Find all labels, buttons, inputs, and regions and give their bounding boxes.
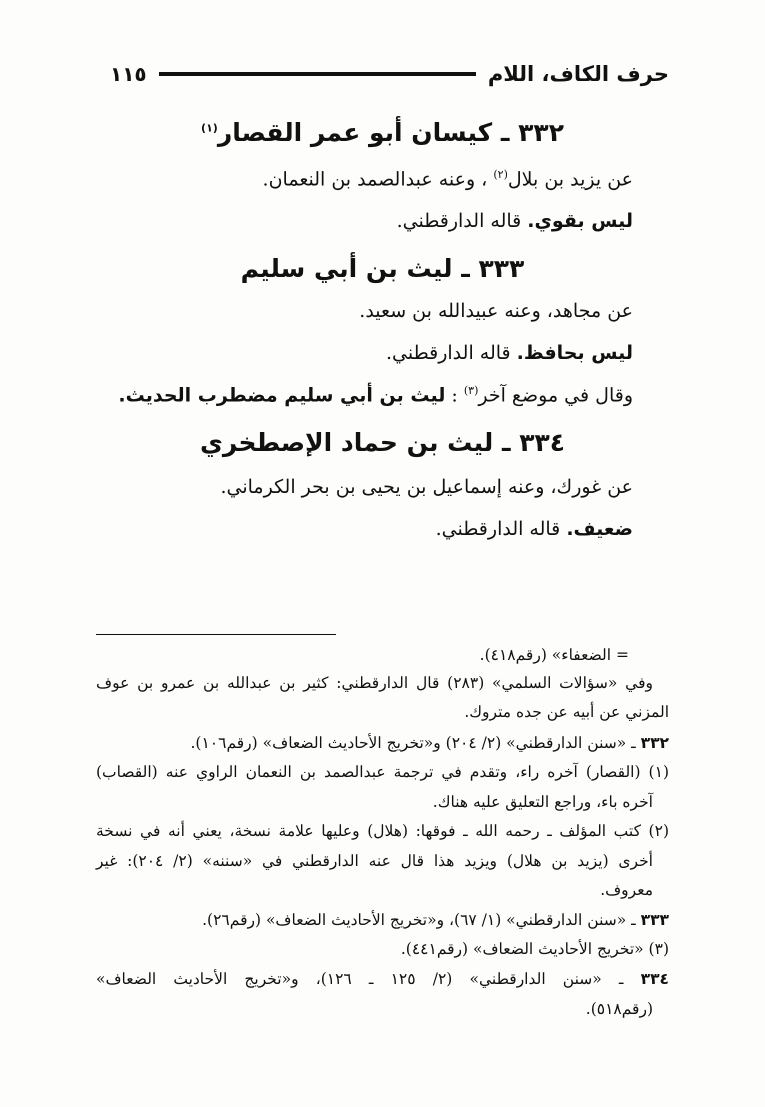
footnote-line: معروف. xyxy=(600,881,653,899)
footnote-line: آخره باء، وراجع التعليق عليه هناك. xyxy=(432,793,653,811)
footnote-ref: (٣) xyxy=(463,384,479,397)
footnote-line: المزني عن أبيه عن جده متروك. xyxy=(464,703,669,721)
entry-title-333: ٣٣٣ ـ ليث بن أبي سليم xyxy=(240,254,525,283)
entry-line: عن غورك، وعنه إسماعيل بن يحيى بن بحر الكرماني. xyxy=(220,476,633,498)
footnote-line: = الضعفاء» (رقم٤١٨). xyxy=(479,646,629,664)
page-header xyxy=(110,56,669,92)
footnote-1: (١) (القصار) آخره راء، وتقدم في ترجمة عبدالصمد بن النعمان الراوي عنه (القصاب) xyxy=(96,763,669,781)
running-title: حرف الكاف، اللام xyxy=(487,62,669,86)
footnote-line: ٣٣٤ ـ «سنن الدارقطني» (٢/ ١٢٥ ـ ١٢٦)، و«تخريج الأحاديث الضعاف» xyxy=(96,970,669,988)
entry-verdict: ليس بقوي. قاله الدارقطني. xyxy=(396,210,633,232)
header-rule xyxy=(159,72,476,76)
entry-line: عن يزيد بن بلال$^{(٢)}$ ، وعنه عبدالصمد بن النعمان. xyxy=(262,168,633,191)
entry-verdict: ليس بحافظ. قاله الدارقطني. xyxy=(385,342,633,364)
footnote-line: ٣٣٢ ـ «سنن الدارقطني» (٢/ ٢٠٤) و«تخريج الأحاديث الضعاف» (رقم١٠٦). xyxy=(190,734,669,752)
footnote-ref: (٢) xyxy=(493,168,508,181)
entry-verdict: ضعيف. قاله الدارقطني. xyxy=(435,518,633,540)
entry-line: وقال في موضع آخر$^{(٣)}$ : ليث بن أبي سليم مضطرب الحديث. xyxy=(118,384,633,407)
footnote-rule xyxy=(96,634,336,635)
page-number: ١١٥ xyxy=(110,62,147,86)
footnote-line: وفي «سؤالات السلمي» (٢٨٣) قال الدارقطني: كثير بن عبدالله بن عمرو بن عوف xyxy=(96,674,653,692)
footnote-line: أخرى (يزيد بن هلال) ويزيد هذا قال عنه الدارقطني في «سننه» (٢/ ٢٠٤): غير xyxy=(96,852,653,870)
entry-title-332: ٣٣٢ ـ كيسان أبو عمر القصار$^{(١)}$ xyxy=(201,118,564,147)
entry-title-334: ٣٣٤ ـ ليث بن حماد الإصطخري xyxy=(200,428,565,457)
footnote-3: (٣) «تخريج الأحاديث الضعاف» (رقم٤٤١). xyxy=(400,940,669,958)
footnote-line: ٣٣٣ ـ «سنن الدارقطني» (١/ ٦٧)، و«تخريج الأحاديث الضعاف» (رقم٢٦). xyxy=(202,911,669,929)
entry-line: عن مجاهد، وعنه عبيدالله بن سعيد. xyxy=(359,300,633,322)
footnote-line: (رقم٥١٨). xyxy=(585,1000,653,1018)
footnote-2: (٢) كتب المؤلف ـ رحمه الله ـ فوقها: (هلال) وعليها علامة نسخة، يعني أنه في نسخة xyxy=(96,822,669,840)
footnote-ref: (١) xyxy=(201,121,218,135)
